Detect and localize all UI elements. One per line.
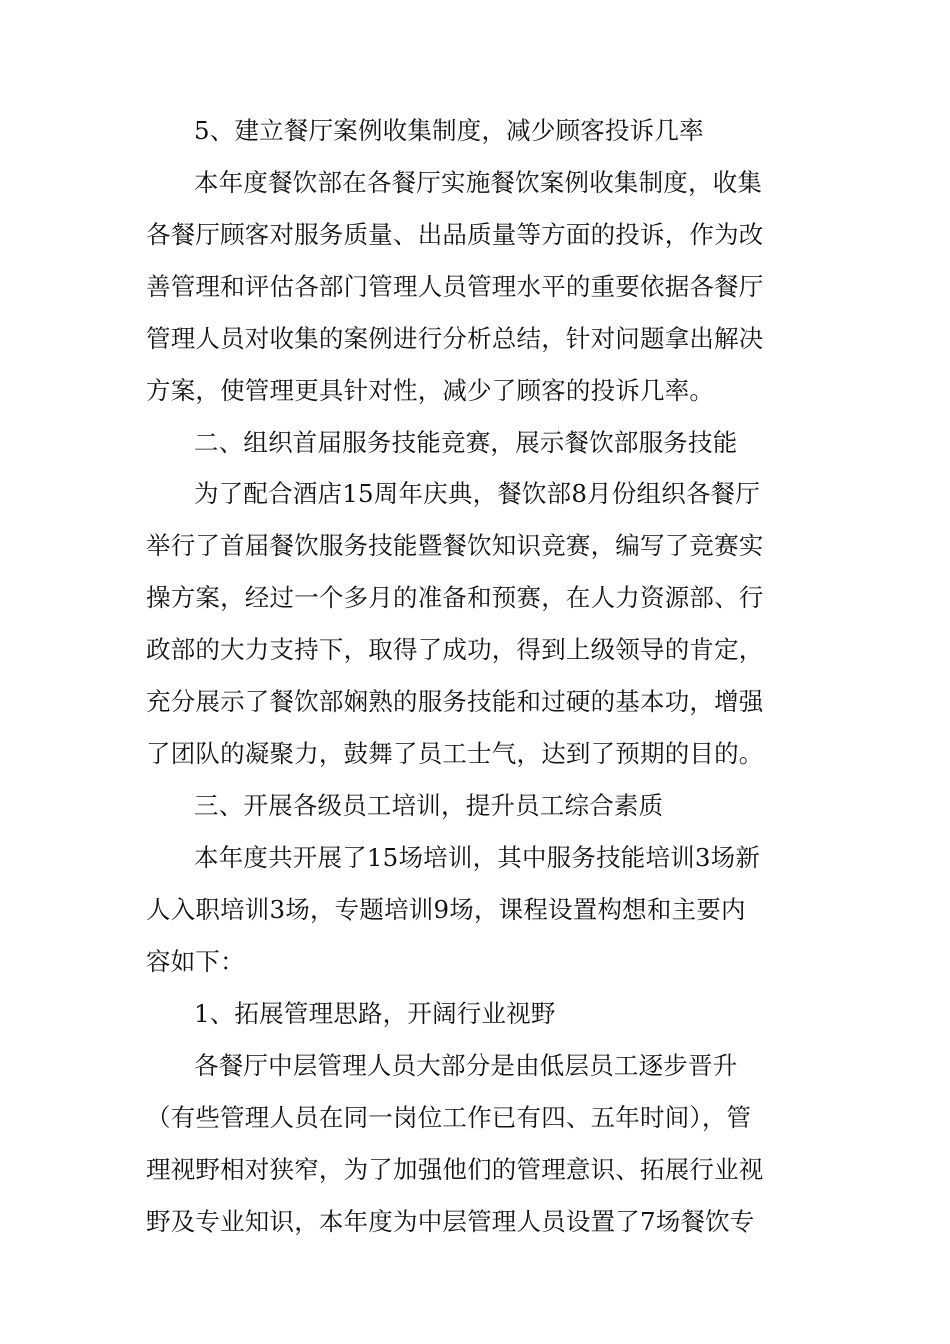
subheading-case-collection: 5、建立餐厅案例收集制度，减少顾客投诉几率 bbox=[194, 116, 704, 145]
paragraph-line: 方案，使管理更具针对性，减少了顾客的投诉几率。 bbox=[146, 376, 715, 405]
paragraph-line: 管理人员对收集的案例进行分析总结，针对问题拿出解决 bbox=[146, 324, 764, 353]
paragraph-line: （有些管理人员在同一岗位工作已有四、五年时间），管 bbox=[146, 1103, 752, 1132]
section-heading-three: 三、开展各级员工培训，提升员工综合素质 bbox=[194, 791, 664, 820]
paragraph-line: 各餐厅中层管理人员大部分是由低层员工逐步晋升 bbox=[194, 1051, 738, 1080]
paragraph-line: 理视野相对狭窄，为了加强他们的管理意识、拓展行业视 bbox=[146, 1155, 764, 1184]
paragraph-line: 政部的大力支持下，取得了成功，得到上级领导的肯定， bbox=[146, 635, 764, 664]
paragraph-line: 举行了首届餐饮服务技能暨餐饮知识竞赛，编写了竞赛实 bbox=[146, 531, 764, 560]
paragraph-line: 容如下： bbox=[146, 947, 245, 976]
paragraph-line: 本年度共开展了15场培训，其中服务技能培训3场新 bbox=[194, 843, 761, 872]
section-heading-two: 二、组织首届服务技能竞赛，展示餐饮部服务技能 bbox=[194, 428, 738, 457]
paragraph-line: 为了配合酒店15周年庆典，餐饮部8月份组织各餐厅 bbox=[194, 479, 761, 508]
subheading-management: 1、拓展管理思路，开阔行业视野 bbox=[194, 999, 556, 1028]
paragraph-line: 人入职培训3场，专题培训9场，课程设置构想和主要内 bbox=[146, 895, 746, 924]
paragraph-line: 各餐厅顾客对服务质量、出品质量等方面的投诉，作为改 bbox=[146, 220, 764, 249]
paragraph-line: 充分展示了餐饮部娴熟的服务技能和过硬的基本功，增强 bbox=[146, 687, 764, 716]
paragraph-line: 本年度餐饮部在各餐厅实施餐饮案例收集制度，收集 bbox=[194, 168, 763, 197]
paragraph-line: 野及专业知识，本年度为中层管理人员设置了7场餐饮专 bbox=[146, 1207, 755, 1236]
paragraph-line: 了团队的凝聚力，鼓舞了员工士气，达到了预期的目的。 bbox=[146, 739, 764, 768]
paragraph-line: 善管理和评估各部门管理人员管理水平的重要依据各餐厅 bbox=[146, 272, 764, 301]
paragraph-line: 操方案，经过一个多月的准备和预赛，在人力资源部、行 bbox=[146, 583, 764, 612]
